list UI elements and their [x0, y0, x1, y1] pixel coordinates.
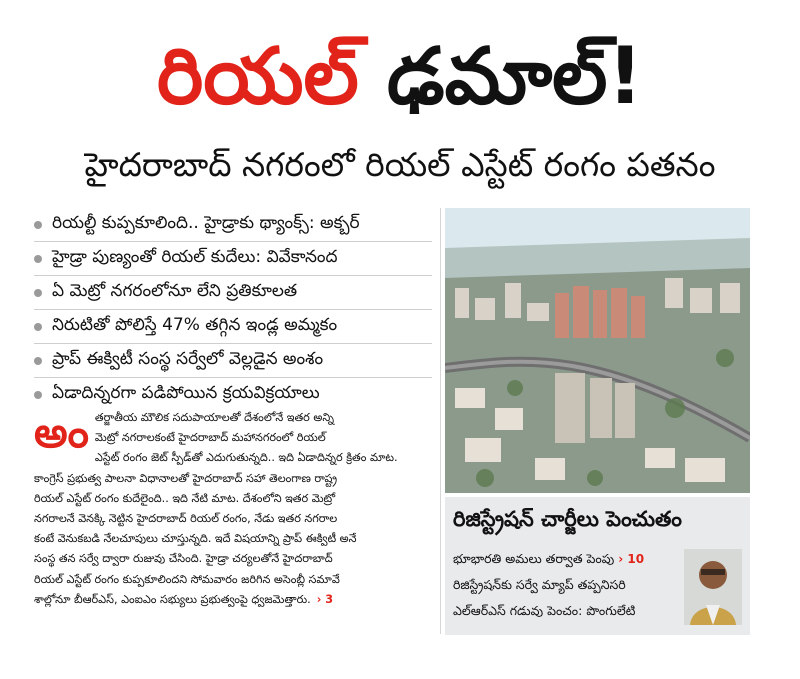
article-line: రియల్ ఎస్టేట్ రంగం కుదేలైంది.. ఇది నేటి మాట. దేశంలోని ఇతర మెట్రో — [34, 491, 336, 505]
bullet-text: నిరుటితో పోలిస్తే 47% తగ్గిన ఇండ్ల అమ్మకం — [52, 314, 338, 335]
article-line: రియల్ ఎస్టేట్ రంగం కుప్పకూలిందని సోమవారం జరిగిన అసెంబ్లీ సమావే — [34, 572, 340, 586]
subheadline: హైదరాబాద్ నగరంలో రియల్ ఎస్టేట్ రంగం పతనం — [84, 145, 716, 184]
article-line: సంస్థ తన సర్వే ద్వారా రుజువు చేసింది. హైడ్రా చర్యలతోనే హైదరాబాద్ — [34, 552, 333, 566]
bullet-dot-icon — [34, 323, 42, 331]
article-line-text: శాల్లోనూ బీఆర్ఎస్, ఎంఐఎం సభ్యులు ప్రభుత్వంపై ధ్వజమెత్తారు. — [34, 592, 311, 606]
sidebar-line: ఎల్ఆర్ఎస్ గడువు పెంచం: పొంగులేటి — [453, 603, 636, 618]
sidebar-box — [445, 497, 750, 635]
city-skyline-image — [445, 208, 750, 493]
article-line: మెట్రో నగరాలకంటే హైదరాబాద్ మహానగరంలో రియల్ — [94, 431, 326, 445]
bullet-dot-icon — [34, 357, 42, 365]
bullet-item — [34, 208, 432, 242]
bullet-item — [34, 310, 432, 344]
bullet-text: ప్రాప్ ఈక్విటీ సంస్థ సర్వేలో వెల్లడైన అంశం — [52, 348, 324, 369]
bullet-text: హైడ్రా పుణ్యంతో రియల్ కుదేలు: వివేకానంద — [52, 246, 338, 267]
sidebar-line-text: భూభారతి అమలు తర్వాత పెంపు — [453, 551, 615, 566]
drop-cap: అం — [34, 408, 89, 457]
headline-word-real: రియల్ — [156, 32, 359, 122]
bullet-dot-icon — [34, 221, 42, 229]
bullet-text: ఏడాదిన్నరగా పడిపోయిన క్రయవిక్రయాలు — [52, 382, 320, 403]
sidebar-page-link[interactable]: › 10 — [618, 552, 645, 566]
headline-word-damaal: ఢమాల్! — [386, 32, 644, 122]
sidebar-title: రిజిస్ట్రేషన్ చార్జీలు పెంచుతం — [453, 507, 682, 531]
bullet-list — [34, 208, 432, 411]
bullet-item — [34, 378, 432, 411]
person-portrait-icon — [684, 549, 742, 625]
article-line: కాంగ్రెస్ ప్రభుత్వ పాలనా విధానాలతో హైదరాబాద్ సహా తెలంగాణ రాష్ట్ర — [34, 471, 338, 485]
article-line: కంటే వెనుకబడి నేలచూపులు చూస్తున్నది. ఇదే విషయాన్ని ప్రాప్ ఈక్విటీ అనే — [34, 532, 357, 546]
bullet-dot-icon — [34, 391, 42, 399]
bullet-item — [34, 276, 432, 310]
article-line-last — [34, 590, 432, 610]
bullet-dot-icon — [34, 255, 42, 263]
column-divider — [440, 208, 441, 634]
headline — [30, 18, 770, 136]
person-portrait-image — [684, 549, 742, 625]
city-skyline-illustration — [445, 208, 750, 493]
article-body — [34, 408, 432, 610]
sidebar-line — [453, 551, 644, 570]
bullet-item — [34, 344, 432, 378]
bullet-dot-icon — [34, 289, 42, 297]
bullet-text: రియల్టీ కుప్పకూలింది.. హైడ్రాకు థ్యాంక్స్: అక్బర్ — [52, 212, 360, 233]
article-line: ఎస్టేట్ రంగం జెట్ స్పీడ్‌తో ఎదుగుతున్నది.. ఇది ఏడాదిన్నర క్రితం మాట. — [94, 451, 398, 465]
article-line: తర్జాతీయ మౌలిక సదుపాయాలతో దేశంలోనే ఇతర అన్ని — [94, 411, 334, 424]
continued-page-link[interactable]: › 3 — [316, 592, 333, 606]
bullet-item — [34, 242, 432, 276]
bullet-text: ఏ మెట్రో నగరంలోనూ లేని ప్రతికూలత — [52, 280, 298, 301]
article-line: నగరాలనే వెనక్కి నెట్టిన హైదరాబాద్ రియల్ రంగం, నేడు ఇతర నగరాల — [34, 512, 338, 526]
sidebar-line: రిజిస్ట్రేషన్‌కు సర్వే మ్యాప్ తప్పనిసరి — [453, 577, 626, 592]
